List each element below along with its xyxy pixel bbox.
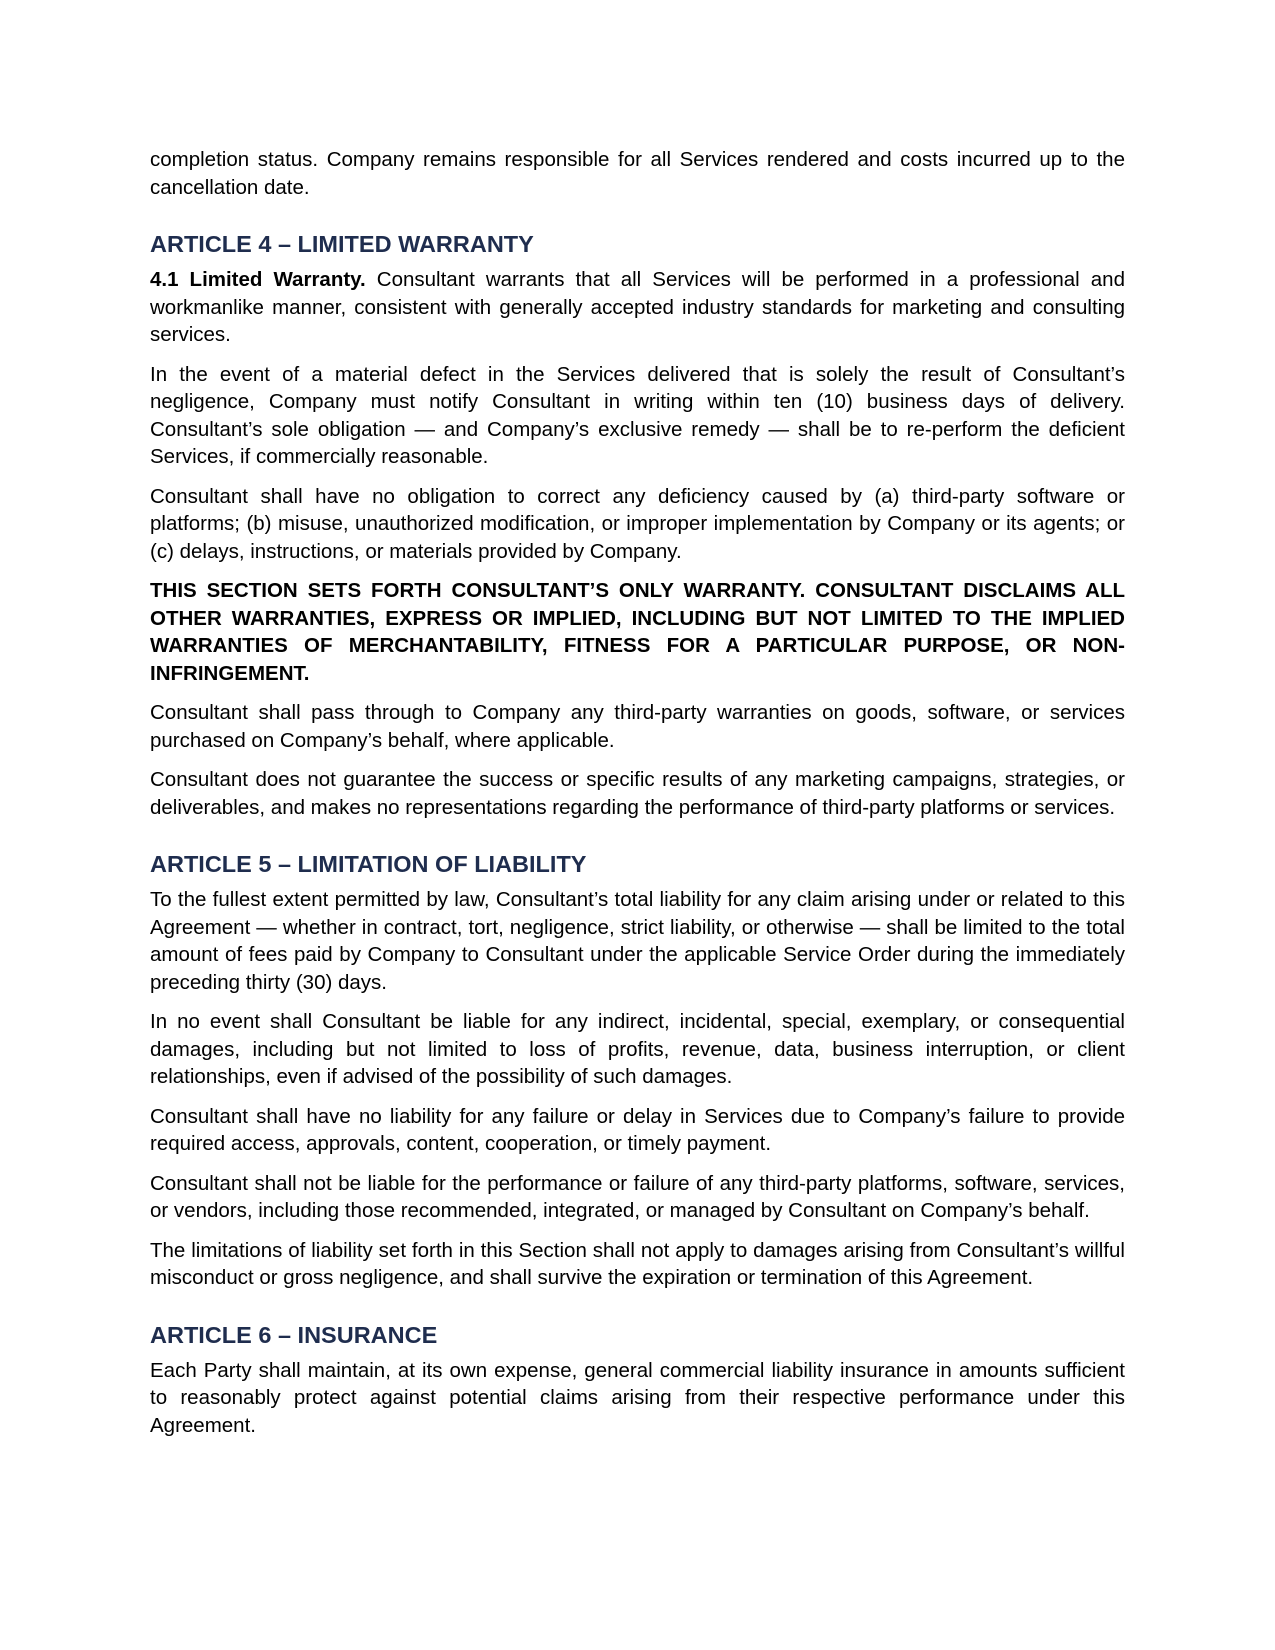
article-4-paragraph-2: In the event of a material defect in the Services delivered that is solely the result of Consultant’s negligence, Company must notify Consultant in writing within ten (10) business days of delivery. Consultant’s sole obligation — and Company’s exclusive remedy — shall be to re-perform the deficient Services, if commercially reasonable.	[150, 362, 1125, 468]
article-6-heading: ARTICLE 6 – INSURANCE	[150, 1321, 438, 1348]
section-4-1-text: Consultant warrants that all Services will be performed in a professional and workmanlike manner, consistent with generally accepted industry standards for marketing and consulting services.	[150, 268, 1125, 346]
article-4-paragraph-6: Consultant does not guarantee the success or specific results of any marketing campaigns, strategies, or deliverables, and makes no representations regarding the performance of third-party platforms or services.	[150, 768, 1125, 819]
article-4-paragraph-3: Consultant shall have no obligation to correct any deficiency caused by (a) third-party software or platforms; (b) misuse, unauthorized modification, or improper implementation by Company or its agents; or (c) delays, instructions, or materials provided by Company.	[150, 484, 1125, 563]
article-4-paragraph-5: Consultant shall pass through to Company any third-party warranties on goods, software, or services purchased on Company’s behalf, where applicable.	[150, 701, 1125, 752]
intro-paragraph: completion status. Company remains responsible for all Services rendered and costs incurred up to the cancellation date.	[150, 148, 1125, 199]
article-5-paragraph-3: Consultant shall have no liability for any failure or delay in Services due to Company’s failure to provide required access, approvals, content, cooperation, or timely payment.	[150, 1104, 1125, 1155]
document-page	[150, 146, 1125, 1451]
section-4-1-lead: 4.1 Limited Warranty.	[150, 268, 366, 291]
article-4-heading: ARTICLE 4 – LIMITED WARRANTY	[150, 231, 534, 257]
article-5-paragraph-2: In no event shall Consultant be liable for any indirect, incidental, special, exemplary, or consequential damages, including but not limited to loss of profits, revenue, data, business interruption, or client relationships, even if advised of the possibility of such damages.	[150, 1010, 1125, 1088]
article-5-heading: ARTICLE 5 – LIMITATION OF LIABILITY	[150, 851, 587, 877]
article-6-paragraph-1: Each Party shall maintain, at its own expense, general commercial liability insurance in amounts sufficient to reasonably protect against potential claims arising from their respective performance under this Agreement.	[150, 1358, 1125, 1437]
article-4-paragraph-1	[150, 266, 1125, 349]
article-5-paragraph-5: The limitations of liability set forth in this Section shall not apply to damages arising from Consultant’s willful misconduct or gross negligence, and shall survive the expiration or termination of this Agreement.	[150, 1238, 1125, 1289]
article-5-paragraph-1: To the fullest extent permitted by law, Consultant’s total liability for any claim arising under or related to this Agreement — whether in contract, tort, negligence, strict liability, or otherwise — shall be limited to the total amount of fees paid by Company to Consultant under the applicable Service Order during the immediately preceding thirty (30) days.	[150, 888, 1125, 994]
article-4-disclaimer: THIS SECTION SETS FORTH CONSULTANT’S ONLY WARRANTY. CONSULTANT DISCLAIMS ALL OTHER WARRANTIES, EXPRESS OR IMPLIED, INCLUDING BUT NOT LIMITED TO THE IMPLIED WARRANTIES OF MERCHANTABILITY, FITNESS FOR A PARTICULAR PURPOSE, OR NON-INFRINGEMENT.	[150, 579, 1125, 685]
article-5-paragraph-4: Consultant shall not be liable for the performance or failure of any third-party platforms, software, services, or vendors, including those recommended, integrated, or managed by Consultant on Company’s behalf.	[150, 1171, 1125, 1222]
